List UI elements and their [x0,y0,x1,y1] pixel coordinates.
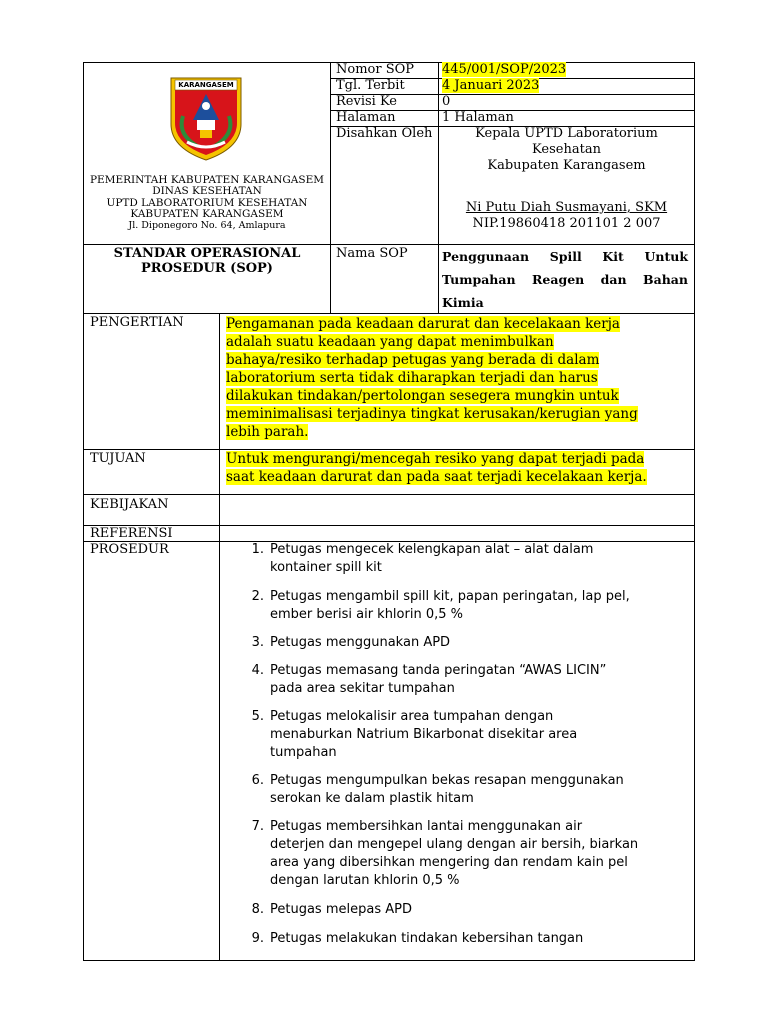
list-item-number: 3. [251,635,264,650]
pengertian-line [226,387,688,405]
list-item-line: serokan ke dalam plastik hitam [270,791,474,806]
pengertian-line-text: laboratorium serta tidak diharapkan terjadi dan harus [226,370,598,386]
referensi-label: REFERENSI [90,526,173,541]
pengertian-line-text: meminimalisasi terjadinya tingkat kerusakan/kerugian yang [226,406,638,422]
list-item-number: 9. [251,931,264,946]
approver-title-line: Kepala UPTD Laboratorium Kesehatan [475,126,658,157]
sop-name-line: Kimia [442,295,484,310]
pengertian-line [226,333,688,351]
approver-title-line: Kabupaten Karangasem [487,158,646,173]
pengertian-line-text: Pengamanan pada keadaan darurat dan kecelakaan kerja [226,316,620,332]
tujuan-line-text: Untuk mengurangi/mencegah resiko yang dapat terjadi pada [226,451,645,467]
org-line: KABUPATEN KARANGASEM [130,207,284,220]
list-item-line: area yang dibersihkan mengering dan rendam kain pel [270,855,628,870]
approver-nip: NIP.19860418 201101 2 007 [472,216,661,231]
list-item-line: ember berisi air khlorin 0,5 % [270,607,463,622]
meta-value-nomor [442,62,566,78]
meta-value-halaman: 1 Halaman [442,110,514,125]
meta-label-revisi: Revisi Ke [336,94,398,109]
pengertian-line [226,423,688,441]
list-item-line: dengan larutan khlorin 0,5 % [270,873,460,888]
approver-block [439,126,694,174]
tujuan-line-text: saat keadaan darurat dan pada saat terjadi kecelakaan kerja. [226,469,647,485]
pengertian-line [226,405,688,423]
logo-text: KARANGASEM [178,81,234,89]
sop-name-line: Tumpahan Reagen dan Bahan [442,272,688,287]
meta-value-tgl [442,78,539,94]
pengertian-line-text: adalah suatu keadaan yang dapat menimbulkan [226,334,554,350]
list-item-line: Petugas memasang tanda peringatan “AWAS LICIN” [270,663,607,678]
tujuan-text [226,450,688,486]
meta-label-disahkan: Disahkan Oleh [336,126,433,141]
sop-name [442,245,688,314]
organization-block [84,175,330,231]
pengertian-label: PENGERTIAN [90,315,184,330]
list-item-line: tumpahan [270,745,337,760]
meta-label-halaman: Halaman [336,110,396,125]
list-item-line: deterjen dan mengepel ulang dengan air bersih, biarkan [270,837,639,852]
list-item-line: Petugas melokalisir area tumpahan dengan [270,709,554,724]
list-item-number: 2. [251,589,264,604]
list-item-line: Petugas mengumpulkan bekas resapan menggunakan [270,773,624,788]
pengertian-line-text: lebih parah. [226,424,309,440]
approver-name [439,200,694,216]
list-item-line: Petugas melepas APD [270,902,412,917]
list-item-line: menaburkan Natrium Bikarbonat disekitar area [270,727,578,742]
prosedur-label: PROSEDUR [90,542,169,557]
meta-label-nomor: Nomor SOP [336,62,415,77]
pengertian-line-text: dilakukan tindakan/pertolongan sesegera mungkin untuk [226,388,619,404]
list-item-number: 1. [251,542,264,557]
list-item-line: Petugas mengecek kelengkapan alat – alat dalam [270,542,594,557]
list-item-line: Petugas melakukan tindakan kebersihan tangan [270,931,584,946]
list-item-line: kontainer spill kit [270,560,382,575]
pengertian-text [226,315,688,441]
pengertian-line [226,315,688,333]
tujuan-line [226,450,688,468]
org-line: UPTD LABORATORIUM KESEHATAN [106,196,308,209]
list-item-line: Petugas menggunakan APD [270,635,451,650]
list-item-line: Petugas mengambil spill kit, papan peringatan, lap pel, [270,589,630,604]
org-line: DINAS KESEHATAN [152,185,262,198]
tujuan-line [226,468,688,486]
tgl-terbit-value: 4 Januari 2023 [442,78,540,93]
meta-label-tgl: Tgl. Terbit [336,78,405,93]
list-item-line: Petugas membersihkan lantai menggunakan air [270,819,583,834]
list-item-number: 5. [251,709,264,724]
list-item-number: 4. [251,663,264,678]
pengertian-line [226,369,688,387]
list-item-number: 7. [251,819,264,834]
list-item-number: 6. [251,773,264,788]
pengertian-line [226,351,688,369]
karangasem-logo [167,76,245,162]
kebijakan-label: KEBIJAKAN [90,497,169,512]
nomor-sop-value: 445/001/SOP/2023 [442,62,567,77]
sop-title-line: STANDAR OPERASIONAL [113,246,301,261]
list-item-line: pada area sekitar tumpahan [270,681,455,696]
sop-title [84,246,330,276]
list-item-number: 8. [251,902,264,917]
org-address: Jl. Diponegoro No. 64, Amlapura [128,220,286,232]
meta-value-revisi: 0 [442,94,451,109]
sop-name-line: Penggunaan Spill Kit Untuk [442,249,688,264]
sop-name-label: Nama SOP [336,246,408,261]
sop-title-line: PROSEDUR (SOP) [141,261,273,276]
tujuan-label: TUJUAN [90,451,146,466]
org-line: PEMERINTAH KABUPATEN KARANGASEM [89,174,325,186]
approver-name-text: Ni Putu Diah Susmayani, SKM [465,200,668,215]
pengertian-line-text: bahaya/resiko terhadap petugas yang berada di dalam [226,352,600,368]
